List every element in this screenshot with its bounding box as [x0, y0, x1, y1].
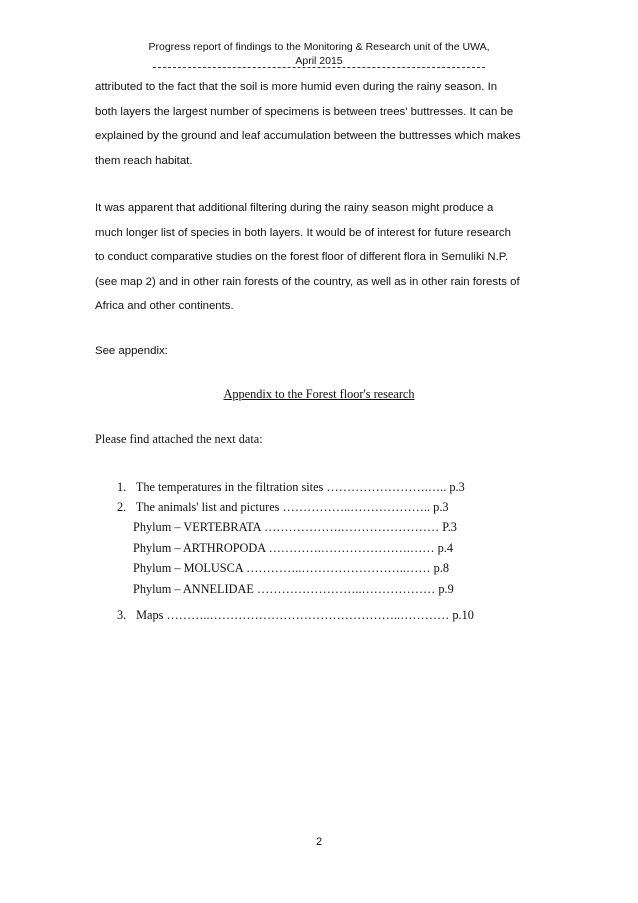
header-line-1: Progress report of findings to the Monitoring & Research unit of the UWA,	[148, 41, 490, 53]
text-line: It was apparent that additional filtering during the rainy season might produce a	[95, 202, 494, 214]
toc-item	[117, 500, 449, 515]
text-line: attributed to the fact that the soil is more humid even during the rainy season. In	[95, 81, 498, 93]
paragraph-2	[95, 196, 545, 319]
header-divider	[153, 67, 485, 68]
text-line: explained by the ground and leaf accumulation between the buttresses which makes	[95, 130, 521, 142]
appendix-title: Appendix to the Forest floor's research	[223, 387, 415, 401]
toc-text: Phylum – MOLUSCA …………..……………………..…… p.8	[133, 561, 449, 575]
see-appendix-note	[95, 339, 545, 364]
toc-text: Maps ………..………………………………………..………… p.10	[136, 608, 474, 622]
header-line-2: April 2015	[295, 55, 343, 67]
toc-number: 2.	[117, 500, 127, 514]
see-appendix-text: See appendix:	[95, 345, 168, 357]
toc-subitem	[133, 582, 454, 597]
toc-text: Phylum – VERTEBRATA ……………….…………………… P.3	[133, 520, 457, 534]
text-line: (see map 2) and in other rain forests of the country, as well as in other rain forests of	[95, 275, 520, 288]
toc-subitem	[133, 541, 453, 556]
appendix-intro: Please find attached the next data:	[95, 432, 263, 446]
toc-item	[117, 480, 465, 495]
toc-subitem	[133, 561, 449, 576]
text-line: Africa and other continents.	[95, 300, 234, 312]
toc-text: Phylum – ARTHROPODA ………….………………….…… p.4	[133, 541, 454, 555]
text-line: them reach habitat.	[95, 154, 193, 167]
toc-subitem	[133, 520, 457, 535]
page-header	[0, 40, 638, 68]
text-line: to conduct comparative studies on the forest floor of different flora in Semuliki N.P.	[95, 251, 509, 263]
page-number: 2	[315, 836, 323, 848]
paragraph-1	[95, 75, 545, 173]
toc-item	[117, 608, 474, 623]
toc-number: 1.	[117, 480, 127, 494]
toc-number: 3.	[117, 608, 127, 622]
toc-text: Phylum – ANNELIDAE ……………………..……………… p.9	[133, 582, 454, 596]
toc-text: The animals' list and pictures ……………..……………….. p.3	[135, 500, 449, 514]
text-line: both layers the largest number of specimens is between trees' buttresses. It can be	[95, 105, 514, 118]
text-line: much longer list of species in both layers. It would be of interest for future research	[95, 226, 511, 239]
toc-text: The temperatures in the filtration sites …………………….….. p.3	[135, 480, 465, 494]
